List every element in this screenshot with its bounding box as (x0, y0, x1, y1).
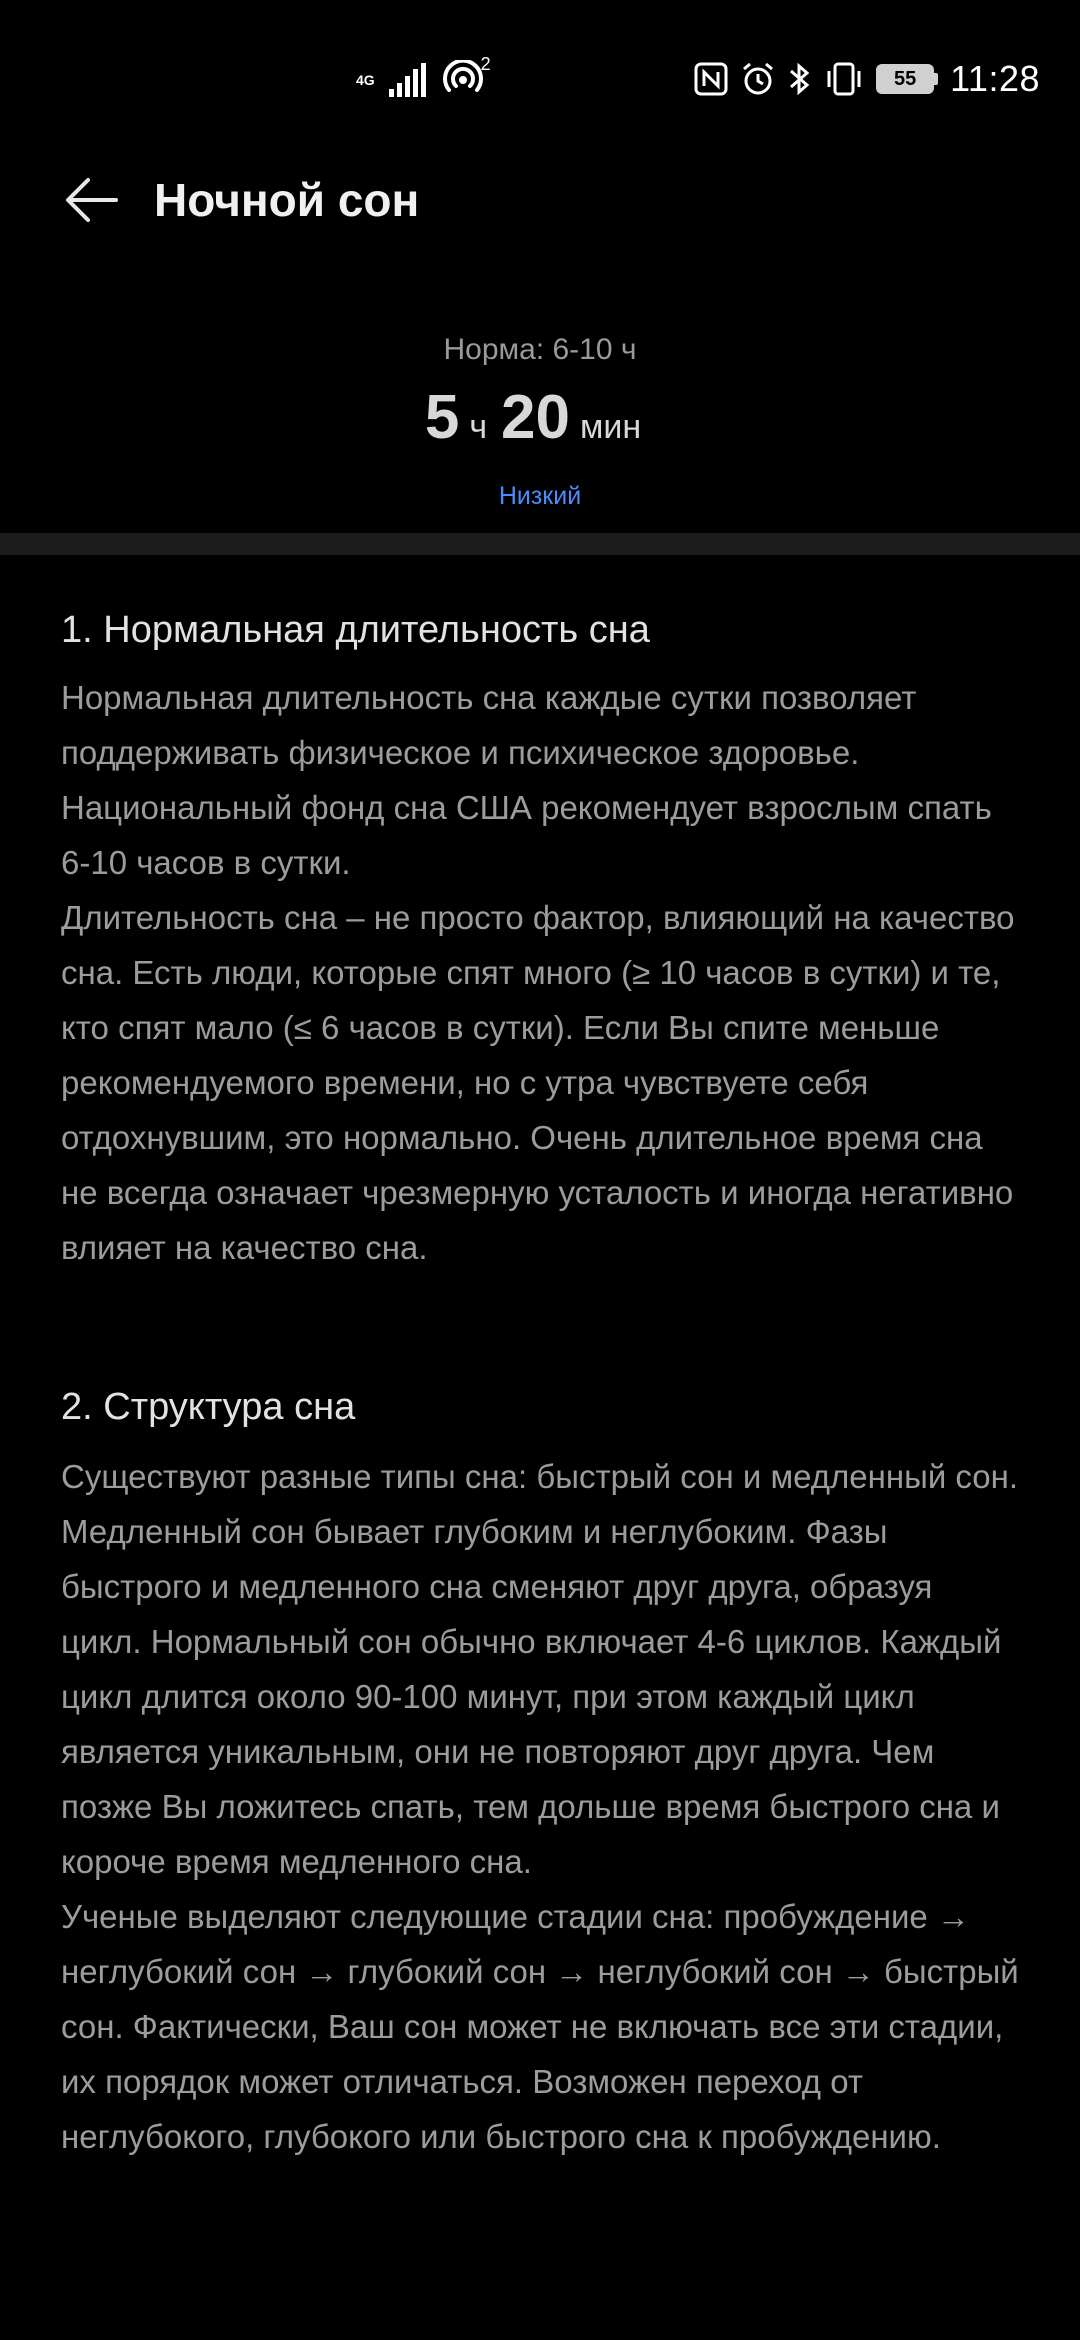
back-button[interactable] (56, 164, 128, 236)
status-bar (0, 0, 1080, 150)
paragraph: Нормальная длительность сна каждые сутки позволяет поддерживать физическое и психическое здоровье. Национальный фонд сна США рекомендует взрослым спать 6-10 часов в сутки. (61, 679, 992, 881)
paragraph: Ученые выделяют следующие стадии сна: пробуждение → неглубокий сон → глубокий сон → неглубокий сон → быстрый сон. Фактически, Ваш сон может не включать все эти стадии, их порядок может отличаться. Возможен переход от неглубокого, глубокого или быстрого сна к пробуждению. (61, 1898, 1019, 2155)
hotspot-count: 2 (480, 54, 491, 74)
alarm-icon (740, 61, 776, 97)
duration-hours: 5 (424, 383, 460, 452)
sleep-duration (0, 378, 1080, 474)
vibrate-icon (824, 61, 864, 97)
duration-hours-unit: ч (469, 408, 488, 446)
status-bar-right (694, 54, 1040, 104)
article-content (61, 590, 1021, 2164)
battery-icon (876, 64, 938, 94)
duration-minutes-unit: мин (580, 408, 642, 446)
signal-icon (389, 63, 429, 97)
status-badge: Низкий (498, 482, 582, 510)
section-title-duration: 1. Нормальная длительность сна (61, 609, 650, 651)
bluetooth-icon (788, 61, 812, 97)
hotspot-icon (443, 54, 491, 100)
paragraph: Существуют разные типы сна: быстрый сон и медленный сон. Медленный сон бывает глубоким и неглубоким. Фазы быстрого и медленного сна сменяют друг друга, образуя цикл. Нормальный сон обычно включает 4-6 циклов. Каждый цикл длится около 90-100 минут, при этом каждый цикл является уникальным, они не повторяют друг друга. Чем позже Вы ложитесь спать, тем дольше время быстрого сна и короче время медленного сна. (61, 1458, 1019, 1880)
section-title-structure: 2. Структура сна (61, 1386, 356, 1428)
arrow-left-icon (64, 176, 120, 224)
section-divider (0, 533, 1080, 555)
duration-minutes: 20 (501, 383, 570, 452)
paragraph: Длительность сна – не просто фактор, влияющий на качество сна. Есть люди, которые спят много (≥ 10 часов в сутки) и те, кто спят мало (≤ 6 часов в сутки). Если Вы спите меньше рекомендуемого времени, но с утра чувствуете себя отдохнувшим, это нормально. Очень длительное время сна не всегда означает чрезмерную усталость и иногда негативно влияет на качество сна. (61, 899, 1015, 1266)
battery-tip (934, 73, 938, 85)
battery-level: 55 (893, 67, 917, 90)
sleep-summary (0, 330, 1080, 516)
network-4g-icon (356, 73, 375, 87)
page-title: Ночной сон (154, 174, 420, 226)
norm-text: Норма: 6-10 ч (443, 333, 637, 366)
status-bar-left (356, 54, 491, 102)
section-body-duration (61, 670, 1021, 1275)
app-header (0, 150, 1080, 250)
section-body-structure (61, 1449, 1021, 2164)
status-time: 11:28 (950, 58, 1040, 99)
network-label: 4G (356, 72, 375, 88)
nfc-icon (694, 62, 728, 96)
battery-body (876, 64, 934, 94)
